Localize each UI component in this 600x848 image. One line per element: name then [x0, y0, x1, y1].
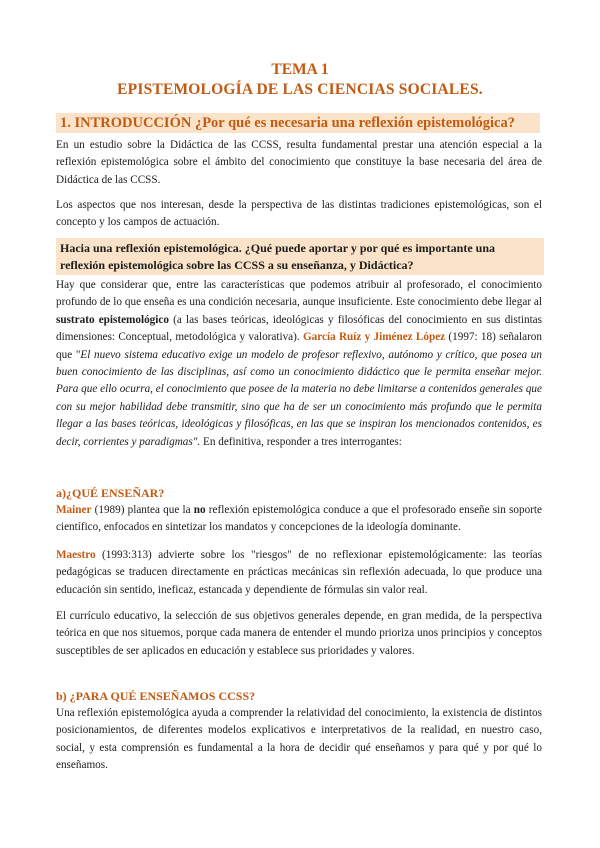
para-que-paragraph: Una reflexión epistemológica ayuda a comprender la relatividad del conocimiento, la existencia de distintos posicionamientos, de diferentes modelos explicativos e interpretativos de la realidad, en nuestro caso, social, y esta comprensión es fundamental a la hora de decidir qué enseñamos y para qué y por qué lo enseñamos.: [56, 707, 542, 772]
question-b-heading: b) ¿PARA QUÉ ENSEÑAMOS CCSS?: [56, 689, 256, 703]
reflexion-text-b: (a las bases teóricas, ideológicas y filosóficas del conocimiento en sus distintas dimensiones: Conceptual, metodológica y valorativa).: [56, 313, 542, 344]
reflexion-paragraph: [56, 277, 542, 451]
mainer-paragraph: [56, 502, 542, 537]
author-mainer: Mainer: [56, 504, 92, 516]
question-a-heading: a)¿QUÉ ENSEÑAR?: [56, 486, 165, 500]
intro-paragraph-1: En un estudio sobre la Didáctica de las CCSS, resulta fundamental prestar una atención especial a la reflexión epistemológica sobre el ámbito del conocimiento que constituye la base necesaria del área de Didáctica de las CCSS.: [56, 139, 542, 186]
intro-paragraph-2: Los aspectos que nos interesan, desde la perspectiva de las distintas tradiciones epistemológicas, son el concepto y los campos de actuación.: [56, 199, 542, 229]
maestro-text: (1993:313) advierte sobre los "riesgos" de no reflexionar epistemológicamente: las teorías pedagógicas se traducen directamente en prácticas mecánicas sin reflexión adecuada, lo que produce una educación sin sentido, ineficaz, estancada y dependiente de fórmulas sin valor real.: [56, 549, 542, 596]
mainer-text-b: reflexión epistemológica conduce a que el profesorado enseñe sin soporte científico, enfocados en sintetizar los mandatos y concepciones de la ideología dominante.: [56, 504, 542, 534]
title-line-1: TEMA 1: [271, 61, 329, 78]
sustrato-bold: sustrato epistemológico: [56, 313, 169, 326]
reflexion-text-c: (1997: 18) señalaron que ": [56, 331, 542, 361]
author-maestro: Maestro: [56, 549, 96, 561]
reflexion-text-d: En definitiva, responder a tres interrogantes:: [200, 435, 402, 448]
subsection-heading-reflexion: Hacia una reflexión epistemológica. ¿Qué puede aportar y por qué es importante una reflexión epistemológica sobre las CCSS a su enseñanza, y Didáctica?: [56, 238, 544, 275]
document-title: [0, 60, 600, 100]
section-heading-introduccion: 1. INTRODUCCIÓN ¿Por qué es necesaria una reflexión epistemológica?: [56, 113, 540, 133]
curriculo-paragraph: El currículo educativo, la selección de sus objetivos generales depende, en gran medida, de la perspectiva teórica en que nos situemos, porque cada manera de entender el mundo prioriza unos principios y conceptos susceptibles de ser aplicados en educación y establece sus prioridades y valores.: [56, 610, 542, 657]
mainer-no-bold: no: [193, 504, 206, 516]
reflexion-text-a: Hay que considerar que, entre las características que podemos atribuir al profesorado, el conocimiento profundo de lo que enseña es una condición necesaria, aunque insuficiente. Este conocimiento debe llegar al: [56, 279, 542, 309]
mainer-text-a: (1989) plantea que la: [91, 504, 194, 516]
title-line-2: EPISTEMOLOGÍA DE LAS CIENCIAS SOCIALES.: [117, 81, 483, 98]
maestro-paragraph: [56, 547, 542, 599]
author-garcia-jimenez: García Ruíz y Jiménez López: [302, 331, 446, 344]
reflexion-quote: El nuevo sistema educativo exige un modelo de profesor reflexivo, autónomo y crítico, que posea un buen conocimiento de las disciplinas, así como un conocimiento didáctico que le permita enseñar mejor. Para que ello ocurra, el conocimiento que posee de la materia no debe limitarse a contenidos generales que con su mejor habilidad debe transmitir, sino que ha de ser un conocimiento más profundo que le permita llegar a las bases teóricas, ideológicas y filosóficas, en las que se inspiran los mencionados contenidos, es decir, corrientes y paradigmas".: [56, 348, 542, 448]
